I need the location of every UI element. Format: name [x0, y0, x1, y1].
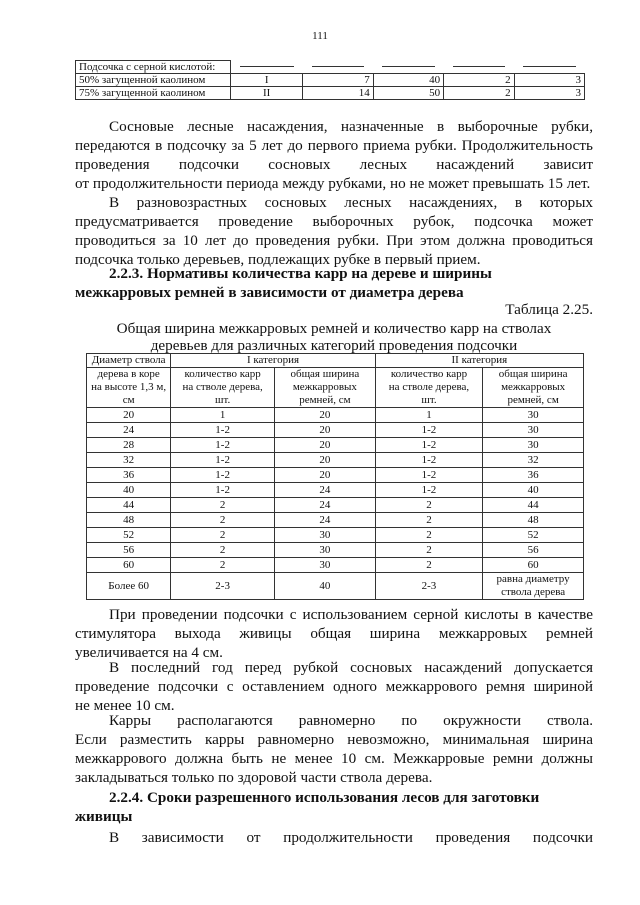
table-cell: 1 [171, 408, 275, 423]
table-cell: 20 [275, 453, 376, 468]
table-cell: 30 [275, 528, 376, 543]
table-row [87, 528, 584, 543]
table-cell: 48 [483, 513, 584, 528]
table-row [87, 468, 584, 483]
title-line: Общая ширина межкарровых ремней и количество карр на стволах [116, 320, 552, 337]
table-cell: 20 [275, 468, 376, 483]
heading-line: живицы [75, 808, 133, 825]
header-cell: I категория [171, 354, 375, 368]
table-row [87, 543, 584, 558]
text-line: межкаррового должна быть не менее 10 см. Межкарровые ремни должны [75, 750, 593, 767]
table-cell: 36 [483, 468, 584, 483]
table-cell: 52 [483, 528, 584, 543]
table-cell: 2 [444, 74, 514, 87]
table-cell: 52 [87, 528, 171, 543]
table-cell: 2 [444, 87, 514, 100]
text-line: В последний год перед рубкой сосновых насаждений допускается [109, 659, 593, 676]
text-line: проведения подсочки сосновых лесных насаждений зависит [75, 156, 593, 173]
table-cell: 1-2 [171, 453, 275, 468]
header-cell: II категория [375, 354, 583, 368]
table-cell: 40 [373, 74, 443, 87]
table-cell: 60 [483, 558, 584, 573]
row-label: Подсочка с серной кислотой: [76, 61, 231, 74]
title-line: деревьев для различных категорий проведения подсочки [150, 337, 518, 354]
table-cell: 2 [171, 513, 275, 528]
table-body [87, 408, 584, 573]
text-line: Сосновые лесные насаждения, назначенные в выборочные рубки, [109, 118, 593, 135]
header-cell: дерева в коре на высоте 1,3 м, см [87, 368, 171, 408]
table-cell: 1-2 [375, 468, 482, 483]
table-cell: 3 [514, 74, 584, 87]
text-line: подсочка только деревьев, подлежащих рубке в первый прием. [75, 251, 481, 268]
table-cell: 2 [171, 498, 275, 513]
text-line: При проведении подсочки с использованием серной кислоты в качестве [109, 606, 593, 623]
table-cell: равна диаметру ствола дерева [483, 573, 584, 600]
text-line: не менее 10 см. [75, 697, 175, 714]
header-cell: общая ширина межкарровых ремней, см [483, 368, 584, 408]
text-line: стимулятора выхода живицы общая ширина межкарровых ремней [75, 625, 593, 642]
header-cell: количество карр на стволе дерева, шт. [375, 368, 482, 408]
table-cell: 2-3 [375, 573, 482, 600]
text-line: Если разместить карры равномерно невозможно, минимальная ширина [75, 731, 593, 748]
table-cell: 20 [275, 408, 376, 423]
table-cell: 2 [171, 543, 275, 558]
table-cell: 60 [87, 558, 171, 573]
header-cell: общая ширина межкарровых ремней, см [275, 368, 376, 408]
table-cell: 28 [87, 438, 171, 453]
table-cell: 1-2 [375, 453, 482, 468]
table-cell: 48 [87, 513, 171, 528]
table-cell: Более 60 [87, 573, 171, 600]
table-cell: 24 [87, 423, 171, 438]
table-cell: 1-2 [375, 423, 482, 438]
text-line: увеличивается на 4 см. [75, 644, 223, 661]
table-row [87, 423, 584, 438]
table-cell: 20 [275, 423, 376, 438]
table-cell: 2 [375, 498, 482, 513]
table-cell: 36 [87, 468, 171, 483]
table-cell: 40 [483, 483, 584, 498]
section-heading-2-2-3 [75, 264, 593, 302]
table-cell: 1-2 [171, 483, 275, 498]
table-cell: 3 [514, 87, 584, 100]
text-line: закладываться только по здоровой части ствола дерева. [75, 769, 433, 786]
text-line: В зависимости от продолжительности проведения подсочки [109, 829, 593, 846]
row-label: 50% загущенной каолином [76, 74, 231, 87]
table-cell: 2 [375, 543, 482, 558]
table-cell: 24 [275, 513, 376, 528]
heading-line: 2.2.3. Нормативы количества карр на дереве и ширины [109, 265, 492, 282]
top-table [75, 60, 585, 100]
table-cell: 1-2 [171, 423, 275, 438]
header-row [87, 368, 584, 408]
table-row [87, 438, 584, 453]
table-cell: 20 [275, 438, 376, 453]
table-row [76, 61, 585, 74]
table-cell: 1-2 [375, 438, 482, 453]
table-cell: 40 [87, 483, 171, 498]
table-title [75, 320, 593, 354]
text-line: передаются в подсочку за 5 лет до первого приема рубки. Продолжительность [75, 137, 593, 154]
table-cell: 7 [303, 74, 373, 87]
table-cell: 40 [275, 573, 376, 600]
table-number: Таблица 2.25. [505, 301, 593, 318]
table-cell: 30 [483, 423, 584, 438]
main-table [86, 353, 584, 600]
heading-line: межкарровых ремней в зависимости от диаметра дерева [75, 284, 464, 301]
header-cell: количество карр на стволе дерева, шт. [171, 368, 275, 408]
paragraph-6 [75, 828, 593, 847]
text-line: Карры располагаются равномерно по окружности ствола. [109, 712, 593, 729]
text-line: от продолжительности периода между рубками, но не может превышать 15 лет. [75, 175, 591, 192]
table-row [87, 453, 584, 468]
text-line: предусматривается проведение выборочных рубок, подсочка может [75, 213, 593, 230]
paragraph-1 [75, 117, 593, 193]
table-row [87, 558, 584, 573]
page-number: 111 [312, 30, 328, 42]
table-row [87, 513, 584, 528]
table-cell: 2 [375, 513, 482, 528]
table-cell: 14 [303, 87, 373, 100]
table-row [87, 573, 584, 600]
table-cell: 1 [375, 408, 482, 423]
table-cell: 56 [87, 543, 171, 558]
header-row [87, 354, 584, 368]
text-line: В разновозрастных сосновых лесных насаждениях, в которых [109, 194, 593, 211]
table-cell: 50 [373, 87, 443, 100]
table-cell: 1-2 [171, 438, 275, 453]
table-cell: 32 [87, 453, 171, 468]
section-heading-2-2-4 [75, 788, 593, 826]
header-cell: Диаметр ствола [87, 354, 171, 368]
table-cell: 2 [375, 558, 482, 573]
row-label: 75% загущенной каолином [76, 87, 231, 100]
table-cell: 2 [171, 558, 275, 573]
table-cell: 24 [275, 498, 376, 513]
table-cell: 44 [483, 498, 584, 513]
paragraph-2 [75, 193, 593, 269]
table-cell: 24 [275, 483, 376, 498]
table-row [87, 498, 584, 513]
table-cell: II [231, 87, 303, 100]
table-cell: 2 [375, 528, 482, 543]
table-row [87, 408, 584, 423]
table-cell: 56 [483, 543, 584, 558]
text-line: проводиться за 10 лет до проведения рубки. При этом должна проводиться [75, 232, 593, 249]
table-cell: 30 [483, 408, 584, 423]
paragraph-3 [75, 605, 593, 662]
text-line: проведение подсочки с оставлением одного межкаррового ремня шириной [75, 678, 593, 695]
table-row [87, 483, 584, 498]
table-cell: I [231, 74, 303, 87]
heading-line: 2.2.4. Сроки разрешенного использования лесов для заготовки [109, 789, 540, 806]
table-cell: 2 [171, 528, 275, 543]
table-row [76, 74, 585, 87]
paragraph-5 [75, 711, 593, 787]
table-cell: 1-2 [375, 483, 482, 498]
table-cell: 20 [87, 408, 171, 423]
table-cell: 30 [275, 543, 376, 558]
table-cell: 30 [275, 558, 376, 573]
table-row [76, 87, 585, 100]
table-cell: 30 [483, 438, 584, 453]
paragraph-4 [75, 658, 593, 715]
table-cell: 32 [483, 453, 584, 468]
table-cell: 1-2 [171, 468, 275, 483]
table-cell: 44 [87, 498, 171, 513]
table-cell: 2-3 [171, 573, 275, 600]
